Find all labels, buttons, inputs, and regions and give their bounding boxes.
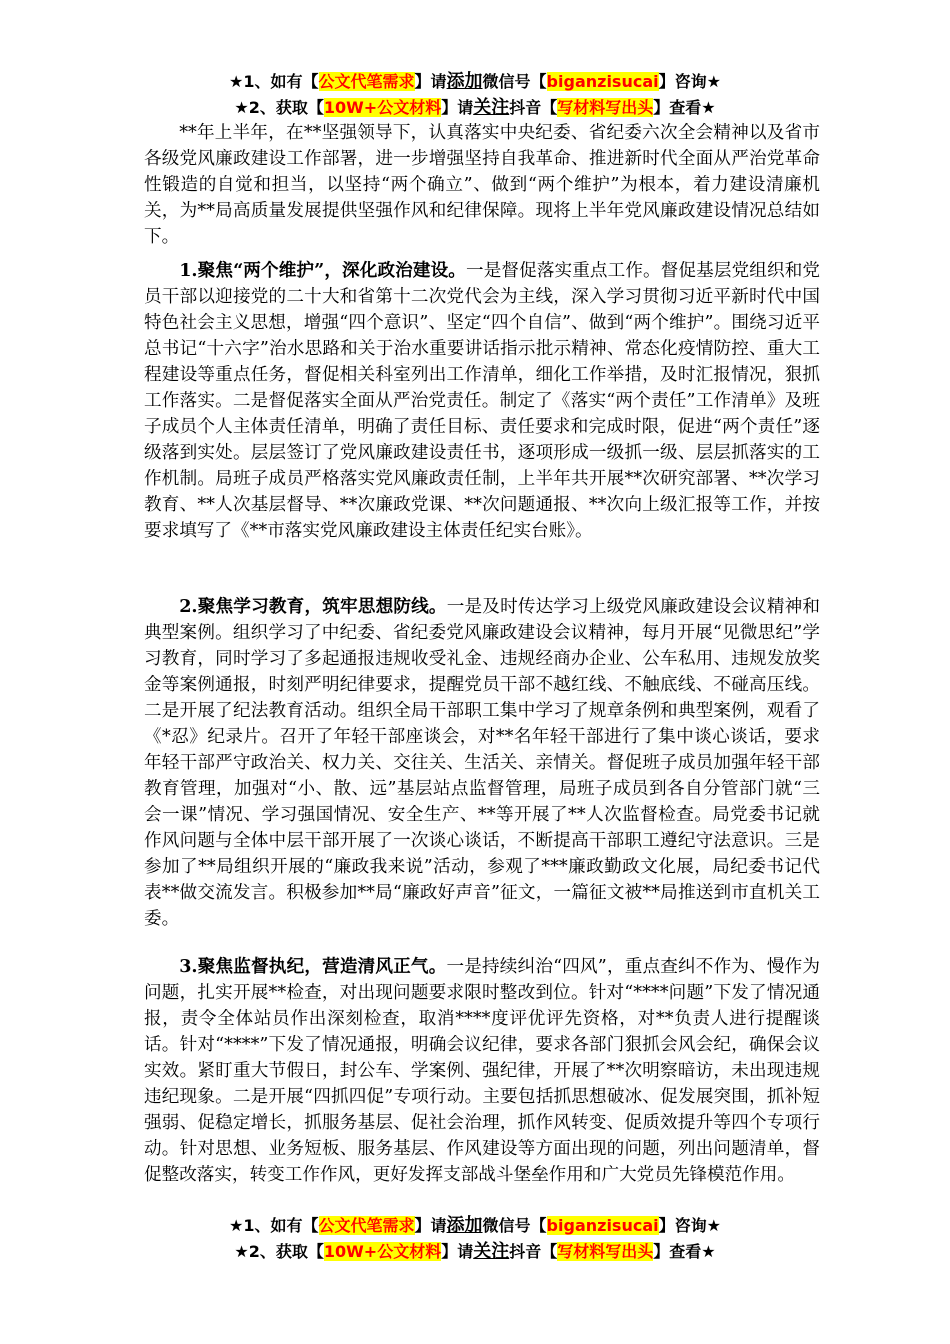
banner-text: 】查看: [653, 1242, 702, 1261]
banner-emphasis: 关注: [473, 97, 510, 118]
banner-text: 】请: [441, 98, 474, 117]
star-icon: ★: [701, 98, 716, 117]
section-3-paragraph: [144, 954, 820, 1188]
promo-banner-bottom-line1: [0, 1214, 950, 1238]
banner-highlight: biganzisucai: [546, 1216, 659, 1235]
star-icon: ★: [701, 1242, 716, 1261]
star-icon: ★: [229, 1216, 244, 1235]
banner-highlight: 公文代笔需求: [318, 1216, 415, 1235]
banner-emphasis: 关注: [473, 1241, 510, 1262]
banner-text: 1、如有【: [243, 72, 319, 91]
section-2-heading: 2.聚焦学习教育，筑牢思想防线。: [179, 596, 447, 617]
section-3-heading: 3.聚焦监督执纪，营造清风正气。: [179, 956, 447, 977]
section-2-text: 一是及时传达学习上级党风廉政建设会议精神和典型案例。组织学习了中纪委、省纪委党风廉政建设会议精神，每月开展“见微思纪”学习教育，同时学习了多起通报违规收受礼金、违规经商办企业、公车私用、违规发放奖金等案例通报，时刻严明纪律要求，提醒党员干部不越红线、不触底线、不碰高压线。二是开展了纪法教育活动。组织全局干部职工集中学习了规章条例和典型案例，观看了《*忍》纪录片。召开了年轻干部座谈会，对**名年轻干部进行了集中谈心谈话，要求年轻干部严守政治关、权力关、交往关、生活关、亲情关。督促班子成员加强年轻干部教育管理，加强对“小、散、远”基层站点监督管理，局班子成员到各自分管部门就“三会一课”情况、学习强国情况、安全生产、**等开展了**人次监督检查。局党委书记就作风问题与全体中层干部开展了一次谈心谈话，不断提高干部职工遵纪守法意识。三是参加了**局组织开展的“廉政我来说”活动，参观了***廉政勤政文化展，局纪委书记代表**做交流发言。积极参加**局“廉政好声音”征文，一篇征文被**局推送到市直机关工委。: [144, 597, 820, 929]
banner-text: 】请: [441, 1242, 474, 1261]
section-1-paragraph: [144, 258, 820, 544]
star-icon: ★: [234, 98, 249, 117]
section-2-paragraph: [144, 594, 820, 932]
intro-paragraph: **年上半年，在**坚强领导下，认真落实中央纪委、省纪委六次全会精神以及省市各级党风廉政建设工作部署，进一步增强坚持自我革命、推进新时代全面从严治党革命性锻造的自觉和担当，以坚持“两个确立”、做到“两个维护”为根本，着力建设清廉机关，为**局高质量发展提供坚强作风和纪律保障。现将上半年党风廉政建设情况总结如下。: [144, 123, 820, 247]
star-icon: ★: [234, 1242, 249, 1261]
banner-emphasis: 添加: [446, 1215, 483, 1236]
section-1-text: 一是督促落实重点工作。督促基层党组织和党员干部以迎接党的二十大和省第十二次党代会为主线，深入学习贯彻习近平新时代中国特色社会主义思想，增强“四个意识”、坚定“四个自信”、做到“两个维护”。围绕习近平总书记“十六字”治水思路和关于治水重要讲话指示批示精神、常态化疫情防控、重大工程建设等重点任务，督促相关科室列出工作清单，细化工作举措，及时汇报情况，狠抓工作落实。二是督促落实全面从严治党责任。制定了《落实“两个责任”工作清单》及班子成员个人主体责任清单，明确了责任目标、责任要求和完成时限，促进“两个责任”逐级落到实处。层层签订了党风廉政建设责任书，逐项形成一级抓一级、层层抓落实的工作机制。局班子成员严格落实党风廉政责任制，上半年共开展**次研究部署、**次学习教育、**人次基层督导、**次廉政党课、**次问题通报、**次向上级汇报等工作，并按要求填写了《**市落实党风廉政建设主体责任纪实台账》。: [144, 261, 820, 541]
banner-text: 】咨询: [658, 72, 707, 91]
banner-text: 】查看: [653, 98, 702, 117]
banner-text: 抖音【: [509, 98, 558, 117]
banner-text: 2、获取【: [248, 98, 324, 117]
promo-banner-top-line2: [0, 96, 950, 120]
banner-text: 】咨询: [658, 1216, 707, 1235]
banner-highlight: 公文代笔需求: [318, 72, 415, 91]
banner-text: 】请: [414, 72, 447, 91]
star-icon: ★: [706, 1216, 721, 1235]
star-icon: ★: [229, 72, 244, 91]
banner-text: 微信号【: [482, 72, 547, 91]
star-icon: ★: [706, 72, 721, 91]
banner-highlight: 写材料写出头: [557, 98, 654, 117]
banner-emphasis: 添加: [446, 71, 483, 92]
section-3-text: 一是持续纠治“四风”，重点查纠不作为、慢作为问题，扎实开展**检查，对出现问题要求限时整改到位。针对“****问题”下发了情况通报，责令全体站员作出深刻检查，取消****度评优评先资格，对**负责人进行提醒谈话。针对“****”下发了情况通报，明确会议纪律，要求各部门狠抓会风会纪，确保会议实效。紧盯重大节假日，封公车、学案例、强纪律，开展了**次明察暗访，未出现违规违纪现象。二是开展“四抓四促”专项行动。主要包括抓思想破冰、促发展突围，抓补短强弱、促稳定增长，抓服务基层、促社会治理，抓作风转变、促质效提升等四个专项行动。针对思想、业务短板、服务基层、作风建设等方面出现的问题，列出问题清单，督促整改落实，转变工作作风，更好发挥支部战斗堡垒作用和广大党员先锋模范作用。: [144, 957, 820, 1185]
banner-text: 2、获取【: [248, 1242, 324, 1261]
promo-banner-top-line1: [0, 70, 950, 94]
banner-highlight: biganzisucai: [546, 72, 659, 91]
banner-text: 微信号【: [482, 1216, 547, 1235]
section-1-heading: 1.聚焦“两个维护”，深化政治建设。: [179, 260, 466, 281]
banner-text: 抖音【: [509, 1242, 558, 1261]
banner-highlight: 10W+公文材料: [323, 1242, 442, 1261]
banner-text: 】请: [414, 1216, 447, 1235]
banner-highlight: 10W+公文材料: [323, 98, 442, 117]
banner-highlight: 写材料写出头: [557, 1242, 654, 1261]
banner-text: 1、如有【: [243, 1216, 319, 1235]
promo-banner-bottom-line2: [0, 1240, 950, 1264]
